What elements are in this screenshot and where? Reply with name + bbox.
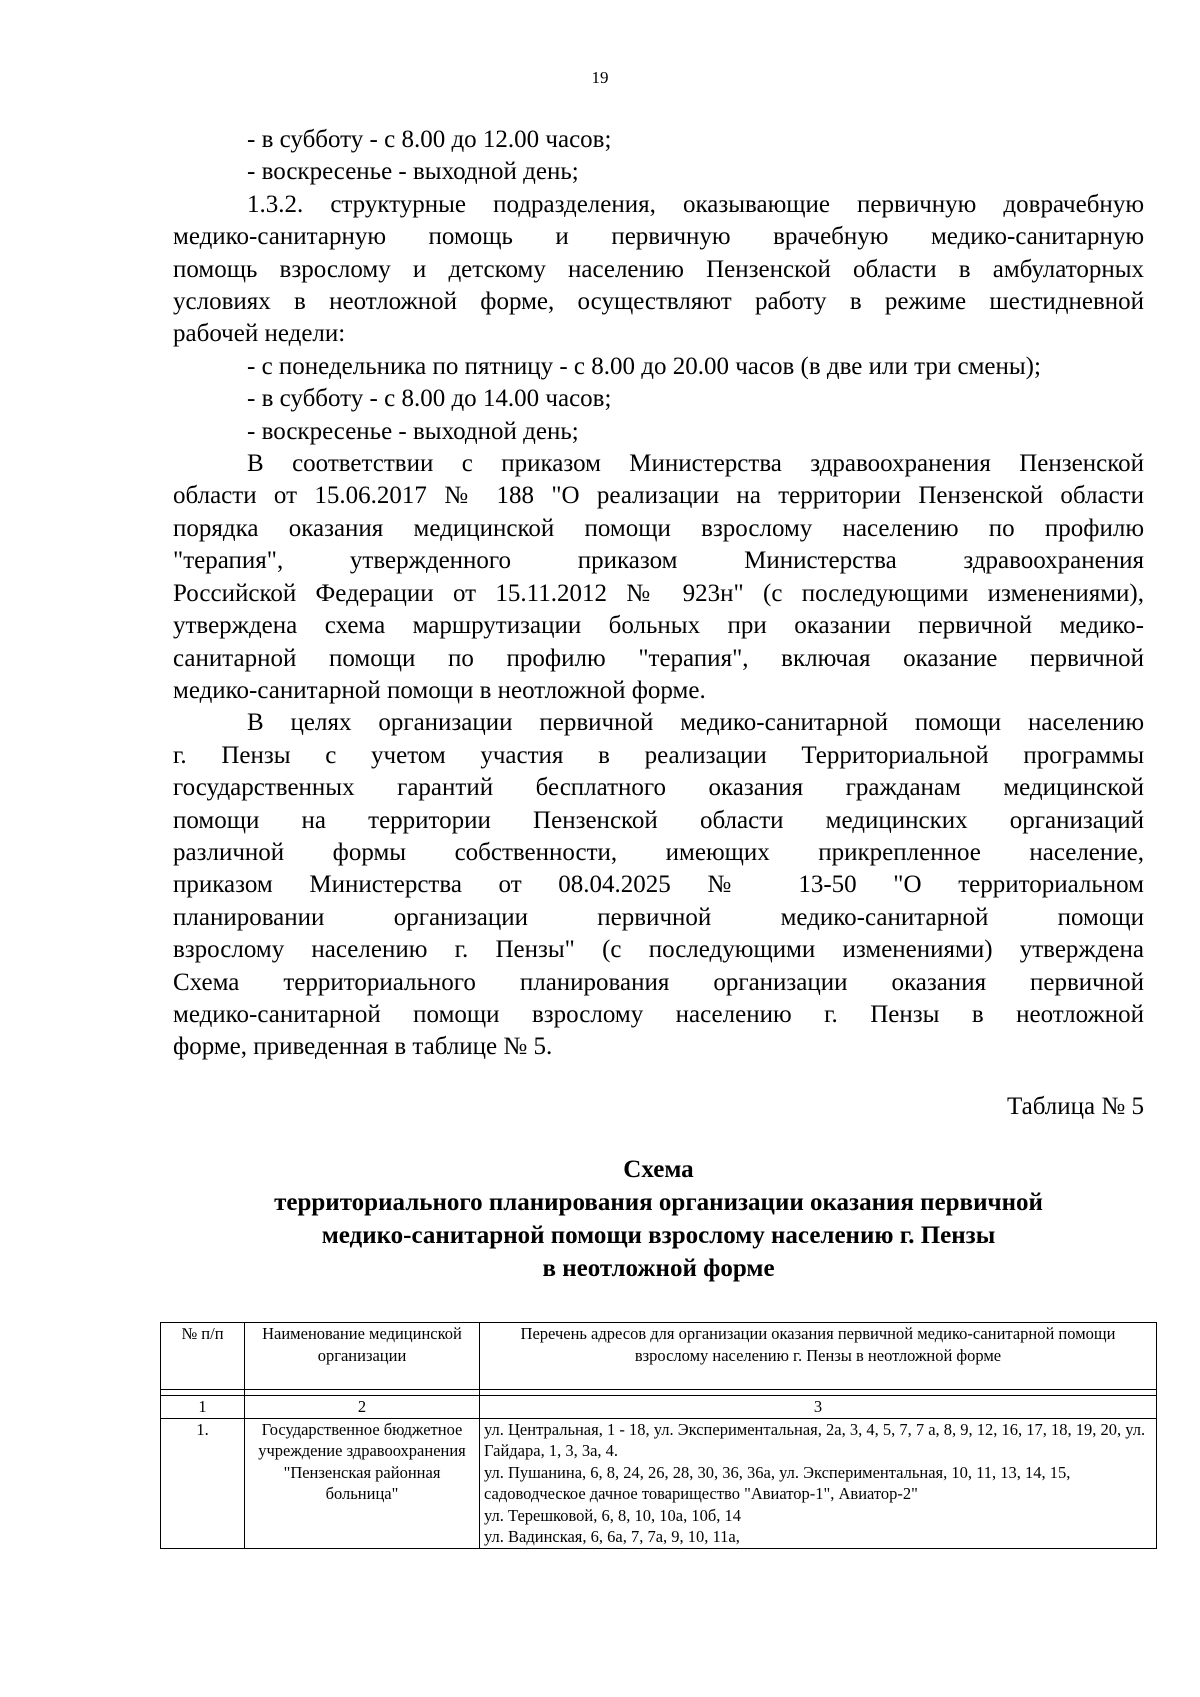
paragraph-territorial-planning (173, 707, 1144, 1063)
text-line: санитарной помощи по профилю "терапия", включая оказание первичной (173, 644, 1144, 672)
text-line: порядка оказания медицинской помощи взрослому населению по профилю (173, 514, 1144, 542)
column-number: 2 (245, 1396, 480, 1419)
address-line: ул. Пушанина, 6, 8, 24, 26, 28, 30, 36, 36а, ул. Экспериментальная, 10, 11, 13, 14, 15, садоводческое дачное товарищество "Авиатор-1", Авиатор-2" (484, 1462, 1071, 1503)
header-addresses: Перечень адресов для организации оказания первичной медико-санитарной помощи взрослому населению г. Пензы в неотложной форме (480, 1323, 1157, 1390)
title-line: Схема (623, 1156, 694, 1184)
schedule-saturday-line-2: - в субботу - с 8.00 до 14.00 часов; (247, 385, 612, 413)
address-line: ул. Вадинская, 6, 6а, 7, 7а, 9, 10, 11а, (484, 1527, 740, 1546)
header-number: № п/п (161, 1323, 245, 1390)
column-number: 1 (161, 1396, 245, 1419)
address-list (480, 1418, 1157, 1548)
text-line: форме, приведенная в таблице № 5. (173, 1033, 553, 1061)
text-line: области от 15.06.2017 № 188 "О реализации на территории Пензенской области (173, 482, 1144, 510)
text-line: медико-санитарную помощь и первичную врачебную медико-санитарную (173, 223, 1144, 251)
table-title (173, 1153, 1144, 1285)
text-line: условиях в неотложной форме, осуществляют работу в режиме шестидневной (173, 288, 1144, 316)
text-line: планировании организации первичной медико-санитарной помощи (173, 903, 1144, 931)
paragraph-1-3-2 (173, 189, 1144, 351)
paragraph-order-188 (173, 448, 1144, 707)
header-organization: Наименование медицинской организации (245, 1323, 480, 1390)
text-line: 1.3.2. структурные подразделения, оказывающие первичную доврачебную (247, 190, 1144, 218)
table-header-row (161, 1323, 1157, 1390)
address-line: ул. Центральная, 1 - 18, ул. Экспериментальная, 2а, 3, 4, 5, 7, 7 а, 8, 9, 12, 16, 17, 18, 19, 20, ул. Гайдара, 1, 3, 3а, 4. (484, 1419, 1146, 1460)
text-line: помощь взрослому и детскому населению Пензенской области в амбулаторных (173, 255, 1144, 283)
title-line: в неотложной форме (542, 1255, 775, 1283)
text-line: В соответствии с приказом Министерства здравоохранения Пензенской (247, 450, 1144, 478)
row-number: 1. (161, 1418, 245, 1548)
text-line: Схема территориального планирования организации оказания первичной (173, 968, 1144, 996)
schedule-saturday-line: - в субботу - с 8.00 до 12.00 часов; (247, 126, 612, 153)
column-number: 3 (480, 1396, 1157, 1419)
table-label: Таблица № 5 (1006, 1092, 1144, 1120)
text-line: взрослому населению г. Пензы" (с последующими изменениями) утверждена (173, 936, 1144, 964)
table-row (161, 1418, 1157, 1548)
text-line: различной формы собственности, имеющих прикрепленное население, (173, 838, 1144, 866)
page-number: 19 (591, 68, 609, 87)
schedule-weekdays-line: - с понедельника по пятницу - с 8.00 до 20.00 часов (в две или три смены); (247, 352, 1041, 380)
schedule-sunday-line-2: - воскресенье - выходной день; (247, 417, 579, 445)
text-line: помощи на территории Пензенской области медицинских организаций (173, 806, 1144, 834)
document-body (173, 124, 1144, 1285)
text-line: приказом Министерства от 08.04.2025 № 13-50 "О территориальном (173, 871, 1144, 899)
text-line: В целях организации первичной медико-санитарной помощи населению (247, 709, 1144, 737)
table-column-numbers-row (161, 1396, 1157, 1419)
planning-table (160, 1322, 1157, 1549)
schedule-sunday-line: - воскресенье - выходной день; (247, 158, 579, 186)
text-line: "терапия", утвержденного приказом Министерства здравоохранения (173, 547, 1144, 575)
title-line: территориального планирования организации оказания первичной (274, 1189, 1043, 1217)
text-line: утверждена схема маршрутизации больных при оказании первичной медико- (173, 612, 1144, 640)
text-line: государственных гарантий бесплатного оказания гражданам медицинской (173, 774, 1144, 802)
title-line: медико-санитарной помощи взрослому населению г. Пензы (321, 1222, 996, 1250)
organization-name: Государственное бюджетное учреждение здравоохранения "Пензенская районная больница" (245, 1418, 480, 1548)
address-line: ул. Терешковой, 6, 8, 10, 10а, 10б, 14 (484, 1505, 741, 1525)
text-line: г. Пензы с учетом участия в реализации Территориальной программы (173, 741, 1144, 769)
text-line: медико-санитарной помощи в неотложной форме. (173, 676, 706, 704)
text-line: медико-санитарной помощи взрослому населению г. Пензы в неотложной (173, 1000, 1144, 1028)
text-line: Российской Федерации от 15.11.2012 № 923н" (с последующими изменениями), (173, 579, 1144, 607)
text-line: рабочей недели: (173, 320, 346, 348)
